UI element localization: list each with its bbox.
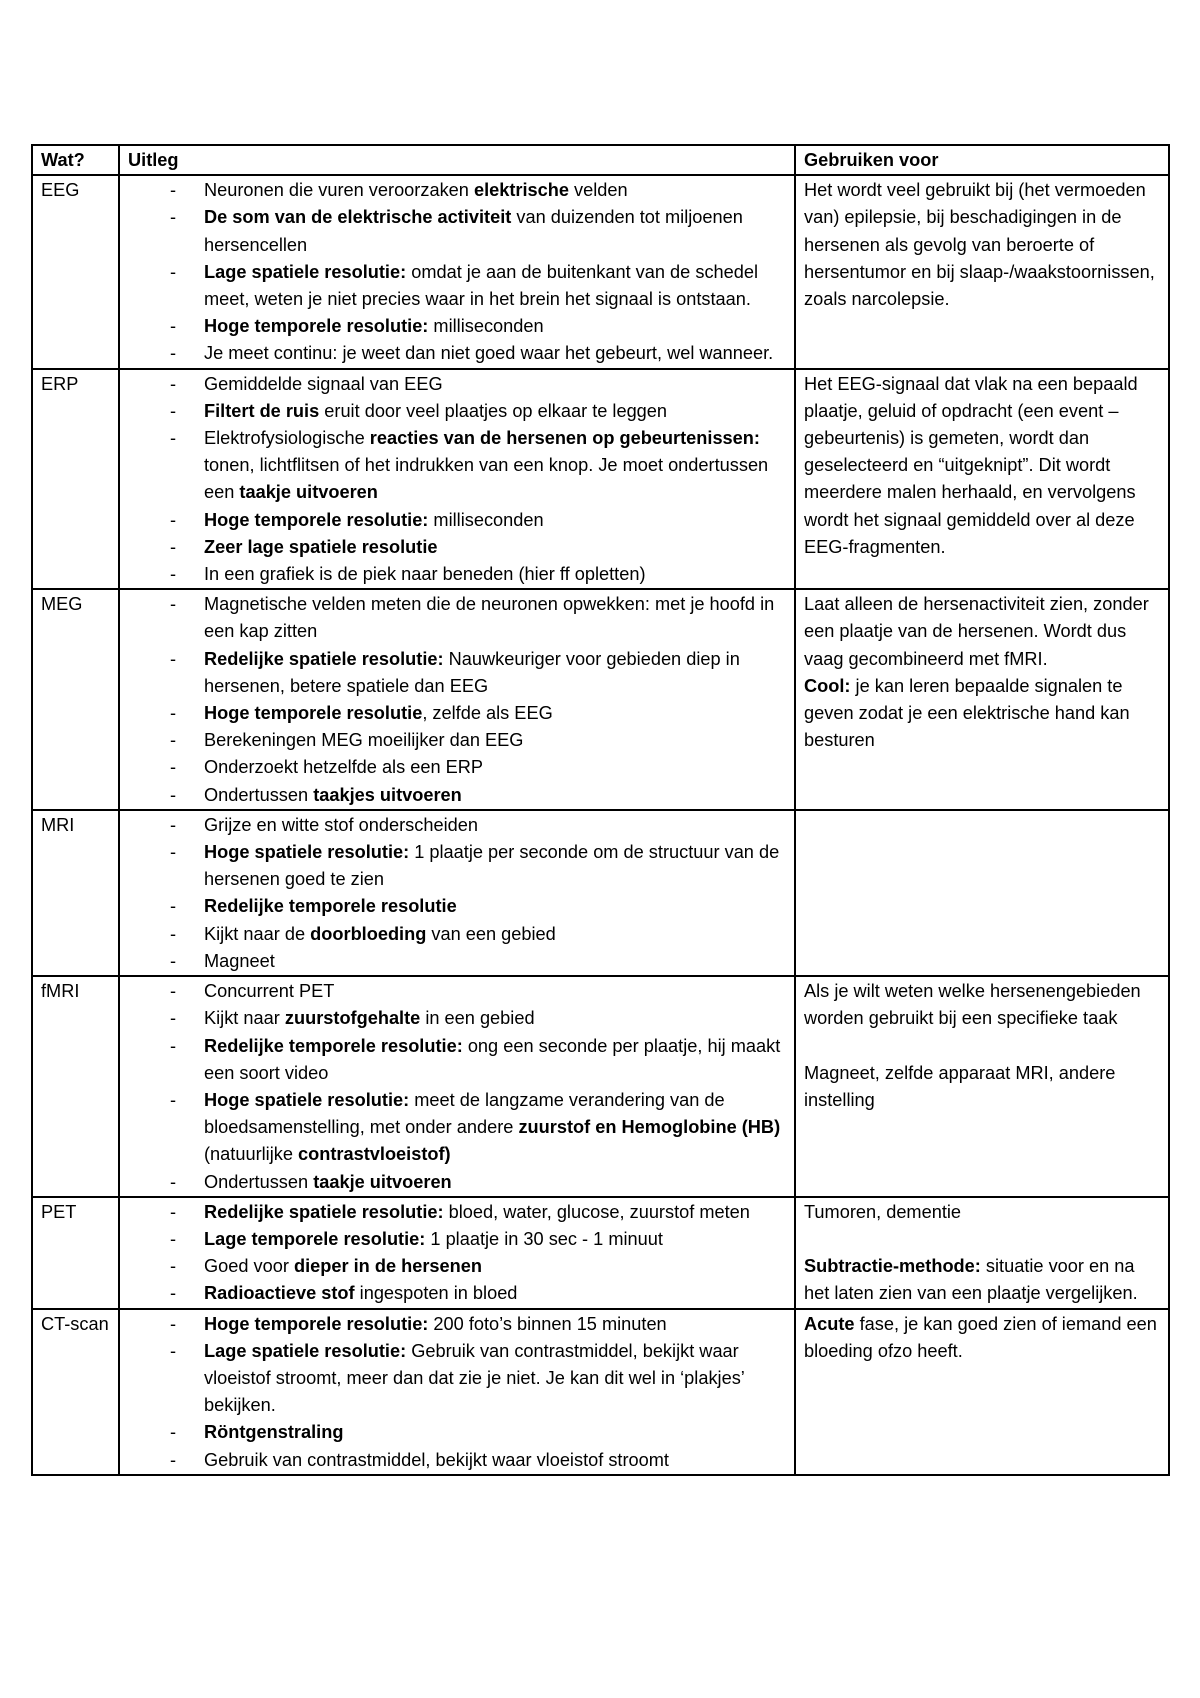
bold-text: Röntgenstraling: [204, 1422, 344, 1443]
table-row: [32, 589, 1169, 810]
text: situatie voor en na het laten zien van een plaatje vergelijken.: [804, 1255, 1138, 1304]
technique-name: EEG: [32, 175, 119, 368]
text: Ondertussen: [204, 784, 314, 805]
dash-bullet: -: [170, 594, 177, 615]
bold-text: Hoge temporele resolutie:: [204, 1313, 429, 1334]
bold-text: Cool:: [804, 675, 851, 696]
bold-text: Lage spatiele resolutie:: [204, 1340, 407, 1361]
bold-text: Subtractie-methode:: [804, 1255, 981, 1276]
text: Gemiddelde signaal van EEG: [204, 373, 443, 394]
text: Het wordt veel gebruikt bij (het vermoeden van) epilepsie, bij beschadigingen in de hersenen als gevolg van beroerte of hersentumor en bij slaap-/waakstoornissen, zoals narcolepsie.: [804, 180, 1155, 310]
text: (natuurlijke: [204, 1144, 299, 1165]
technique-name: MRI: [32, 810, 119, 976]
text: Berekeningen MEG moeilijker dan EEG: [204, 730, 524, 751]
text: fase, je kan goed zien of iemand een bloeding ofzo heeft.: [804, 1313, 1157, 1361]
list-item: [128, 646, 786, 700]
list-item: [128, 754, 786, 781]
text: Onderzoekt hetzelfde als een ERP: [204, 757, 484, 778]
bold-text: Filtert de ruis: [204, 400, 320, 421]
text: Goed voor: [204, 1256, 294, 1277]
text: van duizenden tot miljoenen hersencellen: [204, 207, 743, 255]
explanation-cell: [119, 175, 795, 368]
text: Kijkt naar de: [204, 923, 311, 944]
bold-text: Lage spatiele resolutie:: [204, 261, 407, 282]
dash-bullet: -: [170, 207, 177, 228]
text: Tumoren, dementie: [804, 1201, 962, 1222]
text: omdat je aan de buitenkant van de schedel meet, weten je niet precies waar in het brein het signaal is ontstaan.: [204, 261, 759, 310]
list-item: [128, 507, 786, 534]
header-row: [32, 145, 1169, 175]
explanation-cell: [119, 589, 795, 810]
list-item: [128, 1447, 786, 1474]
table-body: [32, 175, 1169, 1475]
usage-paragraph: [804, 1311, 1160, 1365]
header-what: Wat?: [32, 145, 119, 175]
bold-text: Radioactieve stof: [204, 1283, 355, 1304]
text: milliseconden: [428, 509, 544, 530]
dash-bullet: -: [170, 730, 177, 751]
text: Nauwkeuriger voor gebieden diep in hersenen, betere spatiele dan EEG: [204, 648, 740, 696]
list-item: [128, 978, 786, 1005]
dash-bullet: -: [170, 950, 177, 971]
text: In een grafiek is de piek naar beneden (hier ff opletten): [204, 564, 646, 585]
text: 1 plaatje per seconde om de structuur van de hersenen goed te zien: [204, 842, 780, 890]
text: milliseconden: [428, 316, 544, 337]
usage-paragraph: [804, 177, 1160, 313]
list-item: [128, 1419, 786, 1446]
dash-bullet: -: [170, 981, 177, 1002]
text: Grijze en witte stof onderscheiden: [204, 814, 478, 835]
dash-bullet: -: [170, 261, 177, 282]
list-item: [128, 1169, 786, 1196]
table-row: [32, 369, 1169, 590]
explanation-cell: [119, 1309, 795, 1475]
dash-bullet: -: [170, 923, 177, 944]
technique-name: ERP: [32, 369, 119, 590]
list-item: [128, 812, 786, 839]
paragraph-gap: [804, 1226, 1160, 1253]
list-item: [128, 839, 786, 893]
text: 1 plaatje in 30 sec - 1 minuut: [425, 1228, 663, 1249]
table-row: [32, 1197, 1169, 1309]
dash-bullet: -: [170, 842, 177, 863]
usage-cell: [795, 175, 1169, 368]
explanation-cell: [119, 810, 795, 976]
dash-bullet: -: [170, 1171, 177, 1192]
explanation-cell: [119, 369, 795, 590]
list-item: [128, 398, 786, 425]
text: Elektrofysiologische: [204, 428, 370, 449]
list-item: [128, 561, 786, 588]
list-item: [128, 425, 786, 507]
table-row: [32, 976, 1169, 1197]
bold-text: zuurstof en Hemoglobine (HB): [518, 1117, 781, 1138]
dash-bullet: -: [170, 428, 177, 449]
bold-text: De som van de elektrische activiteit: [204, 207, 512, 228]
bold-text: Redelijke temporele resolutie: [204, 896, 457, 917]
bold-text: taakje uitvoeren: [239, 482, 378, 503]
list-item: [128, 700, 786, 727]
list-item: [128, 893, 786, 920]
text: velden: [569, 180, 628, 201]
text: Neuronen die vuren veroorzaken: [204, 180, 474, 201]
list-item: [128, 1199, 786, 1226]
text: bloed, water, glucose, zuurstof meten: [443, 1201, 750, 1222]
bold-text: Hoge spatiele resolutie:: [204, 1089, 410, 1110]
list-item: [128, 948, 786, 975]
usage-cell: [795, 369, 1169, 590]
technique-name: PET: [32, 1197, 119, 1309]
dash-bullet: -: [170, 536, 177, 557]
text: eruit door veel plaatjes op elkaar te leggen: [319, 400, 668, 421]
text: tonen, lichtflitsen of het indrukken van een knop. Je moet ondertussen een: [204, 455, 769, 503]
list-item: [128, 177, 786, 204]
dash-bullet: -: [170, 648, 177, 669]
usage-paragraph: [804, 978, 1160, 1032]
list-item: [128, 534, 786, 561]
text: je kan leren bepaalde signalen te geven zodat je een elektrische hand kan besturen: [804, 675, 1130, 751]
usage-cell: [795, 1197, 1169, 1309]
text: Gebruik van contrastmiddel, bekijkt waar vloeistof stroomt, meer dan dat zie je niet. Je kan dit wel in ‘plakjes’ bekijken.: [204, 1340, 745, 1416]
dash-bullet: -: [170, 1340, 177, 1361]
bold-text: contrastvloeistof): [298, 1144, 451, 1165]
explanation-cell: [119, 976, 795, 1197]
paragraph-gap: [804, 1033, 1160, 1060]
text: Gebruik van contrastmiddel, bekijkt waar vloeistof stroomt: [204, 1449, 669, 1470]
technique-name: MEG: [32, 589, 119, 810]
bold-text: Hoge spatiele resolutie:: [204, 842, 410, 863]
dash-bullet: -: [170, 1313, 177, 1334]
list-item: [128, 313, 786, 340]
text: Concurrent PET: [204, 981, 335, 1002]
text: ingespoten in bloed: [354, 1283, 518, 1304]
dash-bullet: -: [170, 373, 177, 394]
dash-bullet: -: [170, 784, 177, 805]
list-item: [128, 204, 786, 258]
text: in een gebied: [420, 1008, 535, 1029]
explanation-list: [128, 978, 786, 1196]
usage-cell: [795, 976, 1169, 1197]
table-row: [32, 175, 1169, 368]
text: Magneet, zelfde apparaat MRI, andere instelling: [804, 1062, 1116, 1110]
explanation-list: [128, 1311, 786, 1474]
text: , zelfde als EEG: [422, 703, 553, 724]
text: Het EEG-signaal dat vlak na een bepaald plaatje, geluid of opdracht (een event – gebeurtenis) is gemeten, wordt dan geselecteerd en “uitgeknipt”. Dit wordt meerdere malen herhaald, en vervolgens wordt het signaal gemiddeld over al deze EEG-fragmenten.: [804, 373, 1138, 557]
list-item: [128, 1087, 786, 1169]
dash-bullet: -: [170, 1256, 177, 1277]
list-item: [128, 1338, 786, 1420]
bold-text: Zeer lage spatiele resolutie: [204, 536, 438, 557]
text: Je meet continu: je weet dan niet goed waar het gebeurt, wel wanneer.: [204, 343, 774, 364]
usage-paragraph: [804, 1060, 1160, 1114]
explanation-cell: [119, 1197, 795, 1309]
text: Magneet: [204, 950, 275, 971]
dash-bullet: -: [170, 564, 177, 585]
comparison-table: [31, 144, 1170, 1476]
text: meet de langzame verandering van de bloedsamenstelling, met onder andere: [204, 1089, 725, 1138]
text: 200 foto’s binnen 15 minuten: [428, 1313, 667, 1334]
explanation-list: [128, 1199, 786, 1308]
usage-paragraph: [804, 591, 1160, 673]
list-item: [128, 1253, 786, 1280]
text: van een gebied: [426, 923, 556, 944]
bold-text: Redelijke spatiele resolutie:: [204, 648, 444, 669]
dash-bullet: -: [170, 1035, 177, 1056]
bold-text: Hoge temporele resolutie: [204, 703, 423, 724]
list-item: [128, 727, 786, 754]
list-item: [128, 259, 786, 313]
dash-bullet: -: [170, 1008, 177, 1029]
bold-text: Hoge temporele resolutie:: [204, 509, 429, 530]
bold-text: zuurstofgehalte: [284, 1008, 421, 1029]
explanation-list: [128, 591, 786, 809]
bold-text: elektrische: [473, 180, 569, 201]
header-usage: Gebruiken voor: [795, 145, 1169, 175]
usage-cell: [795, 810, 1169, 976]
usage-cell: [795, 589, 1169, 810]
dash-bullet: -: [170, 757, 177, 778]
list-item: [128, 1311, 786, 1338]
dash-bullet: -: [170, 1201, 177, 1222]
dash-bullet: -: [170, 1283, 177, 1304]
text: Kijkt naar: [204, 1008, 285, 1029]
usage-cell: [795, 1309, 1169, 1475]
dash-bullet: -: [170, 703, 177, 724]
bold-text: Acute: [804, 1313, 855, 1334]
text: ong een seconde per plaatje, hij maakt een soort video: [204, 1035, 781, 1083]
bold-text: Hoge temporele resolutie:: [204, 316, 429, 337]
text: Ondertussen: [204, 1171, 314, 1192]
technique-name: fMRI: [32, 976, 119, 1197]
dash-bullet: -: [170, 343, 177, 364]
list-item: [128, 371, 786, 398]
dash-bullet: -: [170, 316, 177, 337]
bold-text: reacties van de hersenen op gebeurtenissen:: [369, 428, 760, 449]
text: Als je wilt weten welke hersenengebieden worden gebruikt bij een specifieke taak: [804, 981, 1141, 1029]
dash-bullet: -: [170, 1422, 177, 1443]
dash-bullet: -: [170, 400, 177, 421]
dash-bullet: -: [170, 814, 177, 835]
bold-text: Redelijke spatiele resolutie:: [204, 1201, 444, 1222]
dash-bullet: -: [170, 896, 177, 917]
usage-paragraph: [804, 1253, 1160, 1307]
usage-paragraph: [804, 371, 1160, 561]
header-explanation: Uitleg: [119, 145, 795, 175]
bold-text: doorbloeding: [310, 923, 427, 944]
text: Laat alleen de hersenactiviteit zien, zonder een plaatje van de hersenen. Wordt dus vaag gecombineerd met fMRI.: [804, 594, 1149, 669]
list-item: [128, 921, 786, 948]
dash-bullet: -: [170, 1089, 177, 1110]
list-item: [128, 340, 786, 367]
dash-bullet: -: [170, 180, 177, 201]
explanation-list: [128, 812, 786, 975]
list-item: [128, 1033, 786, 1087]
list-item: [128, 1226, 786, 1253]
technique-name: CT-scan: [32, 1309, 119, 1475]
usage-paragraph: [804, 673, 1160, 755]
table-row: [32, 810, 1169, 976]
explanation-list: [128, 371, 786, 589]
text: Magnetische velden meten die de neuronen opwekken: met je hoofd in een kap zitten: [204, 594, 775, 642]
explanation-list: [128, 177, 786, 367]
table-row: [32, 1309, 1169, 1475]
bold-text: Lage temporele resolutie:: [204, 1228, 426, 1249]
document-page: [31, 144, 1168, 1476]
bold-text: taakje uitvoeren: [313, 1171, 452, 1192]
dash-bullet: -: [170, 1228, 177, 1249]
bold-text: Redelijke temporele resolutie:: [204, 1035, 463, 1056]
list-item: [128, 1005, 786, 1032]
list-item: [128, 1280, 786, 1307]
dash-bullet: -: [170, 1449, 177, 1470]
bold-text: dieper in de hersenen: [293, 1256, 482, 1277]
dash-bullet: -: [170, 509, 177, 530]
usage-paragraph: [804, 1199, 1160, 1226]
list-item: [128, 782, 786, 809]
list-item: [128, 591, 786, 645]
bold-text: taakjes uitvoeren: [313, 784, 462, 805]
